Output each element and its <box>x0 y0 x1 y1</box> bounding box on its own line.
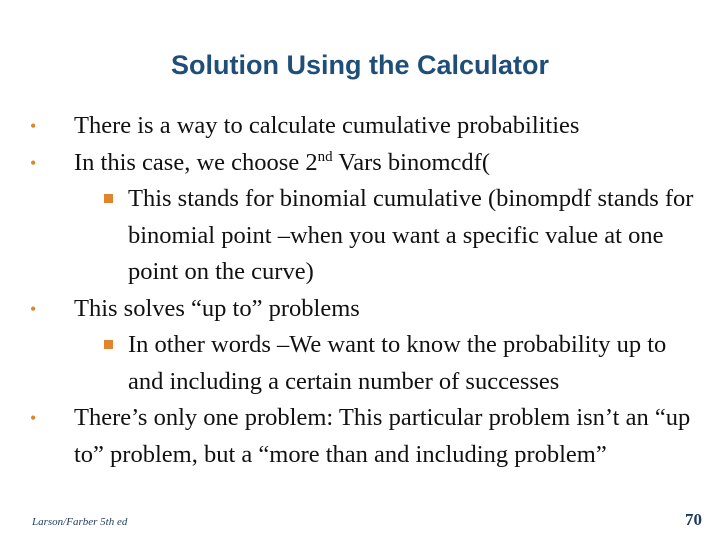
bullet-item-2 <box>26 145 696 182</box>
page-number: 70 <box>685 510 702 529</box>
bullet-item-1 <box>26 108 696 145</box>
bullet-dot-icon: • <box>30 298 37 319</box>
bullet-dot-icon: • <box>30 152 37 173</box>
sub-bullet-text: In other words –We want to know the probability up to and including a certain number of successes <box>128 331 667 395</box>
bullet-text <box>74 145 696 182</box>
bullet-text-part: Vars binomcdf( <box>332 148 490 176</box>
bullet-item-4 <box>26 400 696 473</box>
ordinal-superscript: nd <box>317 148 333 165</box>
sub-bullet-item-2 <box>26 327 696 400</box>
bullet-text-part: In this case, we choose 2 <box>74 148 318 176</box>
bullet-item-3 <box>26 291 696 328</box>
bullet-dot-icon: • <box>30 116 37 136</box>
square-bullet-icon <box>104 327 128 364</box>
bullet-text: This solves “up to” problems <box>74 294 360 322</box>
bullet-text: There’s only one problem: This particular problem isn’t an “up to” problem, but a “more than and including problem” <box>74 404 691 468</box>
bullet-text: There is a way to calculate cumulative probabilities <box>74 112 580 139</box>
slide-body <box>26 108 696 473</box>
bullet-dot-icon: • <box>30 408 37 428</box>
sub-bullet-text: This stands for binomial cumulative (binompdf stands for binomial point –when you want a specific value at one point on the curve) <box>128 185 694 285</box>
square-bullet-icon <box>104 181 128 218</box>
sub-bullet-item-1 <box>26 181 696 291</box>
slide-title: Solution Using the Calculator <box>170 50 549 80</box>
footer-credit: Larson/Farber 5th ed <box>32 516 128 528</box>
